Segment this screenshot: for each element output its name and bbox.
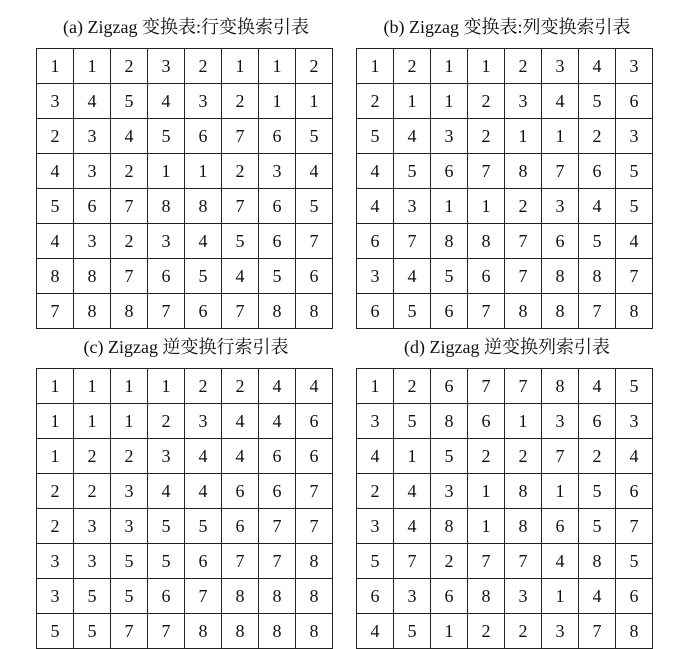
table-cell: 4: [222, 259, 259, 294]
table-cell: 7: [222, 119, 259, 154]
table-cell: 5: [259, 259, 296, 294]
table-cell: 4: [222, 404, 259, 439]
table-cell: 5: [616, 154, 653, 189]
table-cell: 3: [394, 579, 431, 614]
table-cell: 3: [74, 544, 111, 579]
table-cell: 3: [37, 579, 74, 614]
table-cell: 4: [579, 579, 616, 614]
table-cell: 7: [148, 294, 185, 329]
table-c: [36, 368, 333, 649]
table-cell: 8: [37, 259, 74, 294]
table-cell: 5: [579, 474, 616, 509]
caption-a: (a) Zigzag 变换表:行变换索引表: [63, 17, 309, 37]
table-cell: 6: [357, 224, 394, 259]
table-cell: 2: [148, 404, 185, 439]
table-cell: 3: [148, 439, 185, 474]
table-row: [37, 189, 333, 224]
table-cell: 1: [111, 404, 148, 439]
table-cell: 4: [259, 404, 296, 439]
table-cell: 3: [542, 49, 579, 84]
table-cell: 7: [222, 189, 259, 224]
table-cell: 2: [468, 439, 505, 474]
table-cell: 6: [259, 189, 296, 224]
table-cell: 6: [259, 224, 296, 259]
table-cell: 8: [296, 579, 333, 614]
table-cell: 7: [111, 614, 148, 649]
table-cell: 7: [37, 294, 74, 329]
table-cell: 8: [185, 614, 222, 649]
table-cell: 8: [579, 259, 616, 294]
table-cell: 2: [37, 509, 74, 544]
table-cell: 5: [37, 189, 74, 224]
table-cell: 4: [394, 509, 431, 544]
table-cell: 1: [37, 404, 74, 439]
table-cell: 5: [111, 544, 148, 579]
table-row: [357, 614, 653, 649]
table-cell: 2: [222, 154, 259, 189]
table-cell: 5: [111, 579, 148, 614]
table-cell: 6: [616, 579, 653, 614]
table-cell: 3: [37, 544, 74, 579]
table-cell: 1: [505, 119, 542, 154]
table-b: [356, 48, 653, 329]
table-cell: 7: [296, 509, 333, 544]
table-cell: 8: [616, 294, 653, 329]
table-cell: 6: [74, 189, 111, 224]
table-cell: 3: [74, 119, 111, 154]
table-cell: 3: [37, 84, 74, 119]
table-cell: 1: [37, 49, 74, 84]
table-cell: 4: [185, 474, 222, 509]
table-cell: 6: [357, 294, 394, 329]
table-cell: 4: [296, 154, 333, 189]
table-cell: 3: [616, 49, 653, 84]
table-cell: 2: [111, 154, 148, 189]
table-cell: 5: [148, 119, 185, 154]
table-cell: 7: [505, 259, 542, 294]
table-cell: 5: [579, 509, 616, 544]
table-cell: 8: [296, 544, 333, 579]
table-cell: 2: [468, 84, 505, 119]
table-cell: 5: [111, 84, 148, 119]
table-cell: 8: [505, 474, 542, 509]
table-cell: 3: [542, 614, 579, 649]
table-cell: 5: [185, 259, 222, 294]
table-row: [37, 259, 333, 294]
table-cell: 3: [616, 404, 653, 439]
table-cell: 2: [394, 369, 431, 404]
table-cell: 2: [37, 474, 74, 509]
table-cell: 2: [222, 84, 259, 119]
table-cell: 8: [222, 614, 259, 649]
table-cell: 3: [148, 224, 185, 259]
table-cell: 8: [468, 579, 505, 614]
table-cell: 7: [468, 154, 505, 189]
table-cell: 1: [431, 189, 468, 224]
table-cell: 8: [542, 259, 579, 294]
table-cell: 4: [185, 224, 222, 259]
table-cell: 1: [505, 404, 542, 439]
table-row: [37, 369, 333, 404]
table-cell: 1: [431, 49, 468, 84]
table-cell: 6: [542, 509, 579, 544]
table-row: [357, 579, 653, 614]
table-cell: 6: [185, 119, 222, 154]
table-cell: 5: [579, 84, 616, 119]
table-cell: 7: [296, 224, 333, 259]
table-cell: 2: [185, 369, 222, 404]
table-cell: 3: [148, 49, 185, 84]
table-cell: 2: [468, 614, 505, 649]
table-row: [357, 369, 653, 404]
table-row: [37, 509, 333, 544]
table-cell: 7: [185, 579, 222, 614]
table-cell: 1: [259, 84, 296, 119]
table-cell: 2: [468, 119, 505, 154]
table-cell: 6: [259, 119, 296, 154]
table-cell: 6: [579, 154, 616, 189]
table-cell: 3: [357, 404, 394, 439]
table-cell: 8: [505, 509, 542, 544]
table-cell: 7: [579, 614, 616, 649]
table-cell: 8: [542, 294, 579, 329]
table-cell: 1: [542, 474, 579, 509]
table-cell: 2: [222, 369, 259, 404]
table-row: [37, 154, 333, 189]
table-cell: 6: [259, 439, 296, 474]
table-cell: 4: [394, 259, 431, 294]
table-cell: 4: [357, 154, 394, 189]
table-cell: 6: [468, 259, 505, 294]
table-cell: 5: [616, 189, 653, 224]
table-cell: 7: [505, 544, 542, 579]
table-cell: 1: [185, 154, 222, 189]
table-cell: 2: [185, 49, 222, 84]
table-cell: 7: [579, 294, 616, 329]
table-row: [357, 154, 653, 189]
table-cell: 5: [616, 369, 653, 404]
table-cell: 8: [185, 189, 222, 224]
table-cell: 2: [505, 49, 542, 84]
table-cell: 6: [431, 154, 468, 189]
table-row: [357, 439, 653, 474]
table-cell: 2: [296, 49, 333, 84]
table-cell: 4: [222, 439, 259, 474]
table-cell: 4: [616, 224, 653, 259]
table-cell: 6: [296, 404, 333, 439]
table-cell: 7: [111, 259, 148, 294]
table-cell: 7: [222, 294, 259, 329]
table-cell: 3: [74, 224, 111, 259]
table-row: [357, 84, 653, 119]
table-cell: 2: [505, 189, 542, 224]
table-cell: 8: [431, 404, 468, 439]
table-cell: 6: [259, 474, 296, 509]
table-cell: 6: [222, 474, 259, 509]
table-cell: 4: [148, 474, 185, 509]
table-cell: 5: [431, 259, 468, 294]
table-cell: 7: [468, 544, 505, 579]
table-cell: 3: [505, 579, 542, 614]
table-cell: 6: [616, 84, 653, 119]
table-cell: 3: [259, 154, 296, 189]
table-cell: 5: [185, 509, 222, 544]
table-cell: 8: [222, 579, 259, 614]
table-cell: 4: [185, 439, 222, 474]
table-cell: 7: [468, 369, 505, 404]
table-cell: 4: [37, 154, 74, 189]
table-cell: 6: [296, 259, 333, 294]
table-cell: 4: [74, 84, 111, 119]
table-cell: 4: [148, 84, 185, 119]
table-cell: 4: [579, 189, 616, 224]
table-cell: 4: [296, 369, 333, 404]
table-cell: 6: [148, 579, 185, 614]
table-cell: 5: [74, 614, 111, 649]
table-cell: 6: [579, 404, 616, 439]
table-cell: 3: [431, 119, 468, 154]
table-cell: 4: [259, 369, 296, 404]
table-cell: 5: [616, 544, 653, 579]
table-cell: 4: [542, 544, 579, 579]
table-cell: 5: [394, 154, 431, 189]
table-cell: 3: [357, 259, 394, 294]
table-cell: 6: [148, 259, 185, 294]
table-cell: 4: [579, 49, 616, 84]
table-cell: 3: [616, 119, 653, 154]
caption-c: (c) Zigzag 逆变换行索引表: [83, 337, 289, 357]
table-row: [37, 614, 333, 649]
table-row: [37, 404, 333, 439]
table-cell: 1: [468, 189, 505, 224]
table-cell: 7: [296, 474, 333, 509]
table-cell: 5: [37, 614, 74, 649]
table-cell: 1: [357, 49, 394, 84]
table-cell: 6: [185, 294, 222, 329]
table-cell: 7: [505, 224, 542, 259]
table-cell: 3: [431, 474, 468, 509]
table-cell: 6: [542, 224, 579, 259]
table-cell: 5: [148, 544, 185, 579]
table-row: [37, 474, 333, 509]
table-a: [36, 48, 333, 329]
table-cell: 3: [74, 154, 111, 189]
table-cell: 5: [296, 119, 333, 154]
table-cell: 4: [394, 474, 431, 509]
table-row: [37, 544, 333, 579]
table-cell: 1: [74, 49, 111, 84]
table-cell: 1: [468, 49, 505, 84]
table-cell: 5: [357, 544, 394, 579]
table-row: [357, 544, 653, 579]
table-cell: 1: [431, 614, 468, 649]
table-cell: 8: [259, 614, 296, 649]
table-cell: 7: [148, 614, 185, 649]
table-cell: 3: [185, 84, 222, 119]
table-cell: 8: [259, 294, 296, 329]
table-cell: 4: [111, 119, 148, 154]
table-cell: 8: [259, 579, 296, 614]
table-cell: 5: [74, 579, 111, 614]
caption-b: (b) Zigzag 变换表:列变换索引表: [383, 17, 631, 37]
table-cell: 1: [74, 369, 111, 404]
table-cell: 6: [431, 579, 468, 614]
table-cell: 3: [185, 404, 222, 439]
table-cell: 3: [74, 509, 111, 544]
table-cell: 8: [505, 294, 542, 329]
table-row: [357, 404, 653, 439]
table-cell: 1: [468, 474, 505, 509]
table-cell: 1: [542, 119, 579, 154]
table-row: [357, 259, 653, 294]
table-cell: 5: [579, 224, 616, 259]
table-cell: 4: [616, 439, 653, 474]
table-row: [357, 49, 653, 84]
table-cell: 2: [37, 119, 74, 154]
table-cell: 3: [357, 509, 394, 544]
table-cell: 1: [296, 84, 333, 119]
table-cell: 3: [111, 509, 148, 544]
table-cell: 2: [74, 439, 111, 474]
table-cell: 8: [148, 189, 185, 224]
table-cell: 6: [222, 509, 259, 544]
table-cell: 2: [111, 49, 148, 84]
table-cell: 3: [111, 474, 148, 509]
table-cell: 4: [37, 224, 74, 259]
table-cell: 1: [542, 579, 579, 614]
table-cell: 1: [431, 84, 468, 119]
table-cell: 1: [148, 369, 185, 404]
table-cell: 6: [185, 544, 222, 579]
table-row: [37, 224, 333, 259]
table-cell: 5: [357, 119, 394, 154]
table-cell: 1: [259, 49, 296, 84]
table-cell: 8: [74, 259, 111, 294]
table-cell: 7: [394, 544, 431, 579]
table-cell: 2: [394, 49, 431, 84]
caption-d: (d) Zigzag 逆变换列索引表: [404, 337, 610, 357]
table-cell: 3: [542, 189, 579, 224]
table-cell: 4: [357, 614, 394, 649]
table-cell: 1: [111, 369, 148, 404]
table-cell: 1: [148, 154, 185, 189]
table-cell: 7: [616, 259, 653, 294]
table-cell: 5: [431, 439, 468, 474]
table-cell: 4: [579, 369, 616, 404]
table-cell: 3: [394, 189, 431, 224]
table-cell: 2: [505, 439, 542, 474]
table-row: [357, 294, 653, 329]
table-cell: 1: [357, 369, 394, 404]
table-cell: 3: [542, 404, 579, 439]
table-cell: 8: [542, 369, 579, 404]
table-cell: 5: [394, 404, 431, 439]
table-cell: 8: [468, 224, 505, 259]
table-row: [37, 84, 333, 119]
table-cell: 4: [357, 189, 394, 224]
table-cell: 1: [394, 84, 431, 119]
table-cell: 8: [579, 544, 616, 579]
table-cell: 6: [616, 474, 653, 509]
table-cell: 2: [505, 614, 542, 649]
table-cell: 2: [357, 474, 394, 509]
table-cell: 4: [394, 119, 431, 154]
table-row: [37, 439, 333, 474]
table-cell: 5: [148, 509, 185, 544]
table-row: [357, 189, 653, 224]
table-row: [357, 509, 653, 544]
table-cell: 1: [394, 439, 431, 474]
table-cell: 1: [222, 49, 259, 84]
table-row: [357, 224, 653, 259]
table-cell: 1: [468, 509, 505, 544]
table-cell: 1: [37, 369, 74, 404]
table-cell: 7: [616, 509, 653, 544]
table-cell: 3: [505, 84, 542, 119]
table-cell: 7: [468, 294, 505, 329]
table-cell: 6: [357, 579, 394, 614]
table-cell: 1: [74, 404, 111, 439]
table-cell: 2: [579, 439, 616, 474]
table-cell: 6: [431, 294, 468, 329]
table-cell: 5: [394, 614, 431, 649]
table-row: [37, 119, 333, 154]
table-cell: 4: [542, 84, 579, 119]
table-cell: 2: [431, 544, 468, 579]
table-cell: 5: [222, 224, 259, 259]
table-row: [357, 119, 653, 154]
table-cell: 8: [296, 614, 333, 649]
table-cell: 5: [296, 189, 333, 224]
table-row: [37, 579, 333, 614]
table-cell: 7: [259, 509, 296, 544]
table-cell: 8: [111, 294, 148, 329]
table-cell: 8: [431, 224, 468, 259]
table-cell: 8: [74, 294, 111, 329]
table-cell: 7: [505, 369, 542, 404]
table-cell: 2: [74, 474, 111, 509]
table-cell: 8: [431, 509, 468, 544]
table-cell: 6: [296, 439, 333, 474]
table-row: [357, 474, 653, 509]
table-cell: 6: [468, 404, 505, 439]
table-cell: 7: [542, 154, 579, 189]
table-cell: 6: [431, 369, 468, 404]
table-cell: 7: [394, 224, 431, 259]
table-cell: 5: [394, 294, 431, 329]
table-cell: 1: [37, 439, 74, 474]
table-row: [37, 49, 333, 84]
table-cell: 2: [111, 439, 148, 474]
table-cell: 7: [111, 189, 148, 224]
table-row: [37, 294, 333, 329]
table-cell: 7: [542, 439, 579, 474]
table-cell: 8: [296, 294, 333, 329]
table-cell: 8: [505, 154, 542, 189]
table-d: [356, 368, 653, 649]
table-cell: 2: [579, 119, 616, 154]
table-cell: 4: [357, 439, 394, 474]
table-cell: 2: [357, 84, 394, 119]
table-cell: 2: [111, 224, 148, 259]
table-cell: 7: [259, 544, 296, 579]
table-cell: 7: [222, 544, 259, 579]
table-cell: 8: [616, 614, 653, 649]
